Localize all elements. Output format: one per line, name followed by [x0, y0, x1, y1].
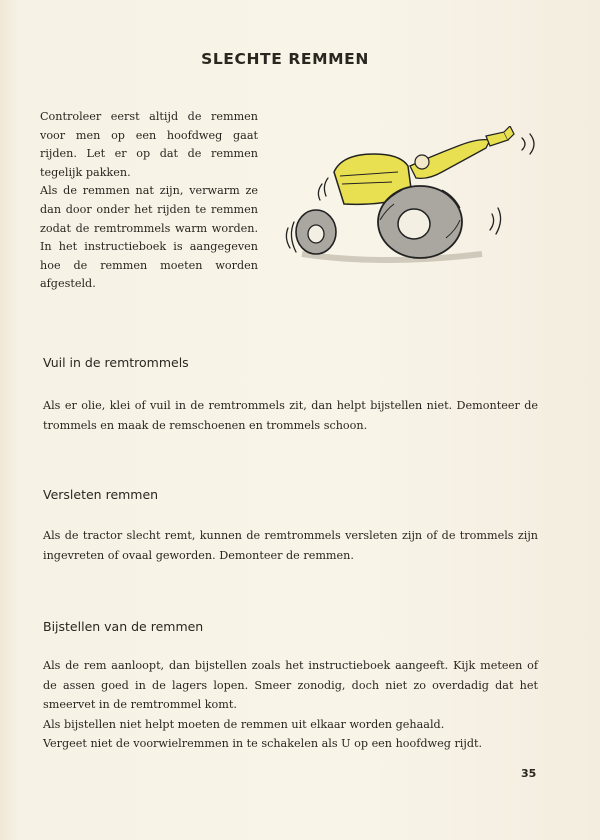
section-heading-vuil: Vuil in de remtrommels	[43, 355, 189, 370]
section-paragraph: Als de rem aanloopt, dan bijstellen zoals het instructieboek aangeeft. Kijk meteen of de assen goed in de lagers lopen. Smeer zonodig, doch niet zo overdadig dat het smeervet in de remtrommel komt.	[43, 659, 538, 711]
section-body-versleten	[43, 526, 538, 565]
section-paragraph: Als er olie, klei of vuil in de remtrommels zit, dan helpt bijstellen niet. Demonteer de trommels en maak de remschoenen en trommels schoon.	[43, 399, 538, 432]
intro-paragraph: Als de remmen nat zijn, verwarm ze dan door onder het rijden te remmen zodat de remtrommels warm worden. In het instructieboek is aangegeven hoe de remmen moeten worden afgesteld.	[40, 184, 258, 291]
section-heading-versleten: Versleten remmen	[43, 487, 159, 502]
section-paragraph: Als bijstellen niet helpt moeten de remmen uit elkaar worden gehaald.	[43, 717, 445, 731]
section-paragraph: Als de tractor slecht remt, kunnen de remtrommels versleten zijn of de trommels zijn ingevreten of ovaal geworden. Demonteer de remmen.	[43, 529, 538, 562]
intro-text	[40, 108, 258, 294]
tractor-skidding-illustration	[282, 126, 540, 276]
section-body-vuil	[43, 396, 538, 435]
intro-paragraph: Controleer eerst altijd de remmen voor men op een hoofdweg gaat rijden. Let er op dat de remmen tegelijk pakken.	[40, 110, 258, 179]
page-number: 35	[521, 767, 537, 780]
page-title: SLECHTE REMMEN	[201, 50, 369, 68]
section-heading-bijstellen: Bijstellen van de remmen	[43, 619, 204, 634]
section-paragraph: Vergeet niet de voorwielremmen in te schakelen als U op een hoofdweg rijdt.	[43, 737, 483, 750]
section-body-bijstellen	[43, 656, 538, 754]
